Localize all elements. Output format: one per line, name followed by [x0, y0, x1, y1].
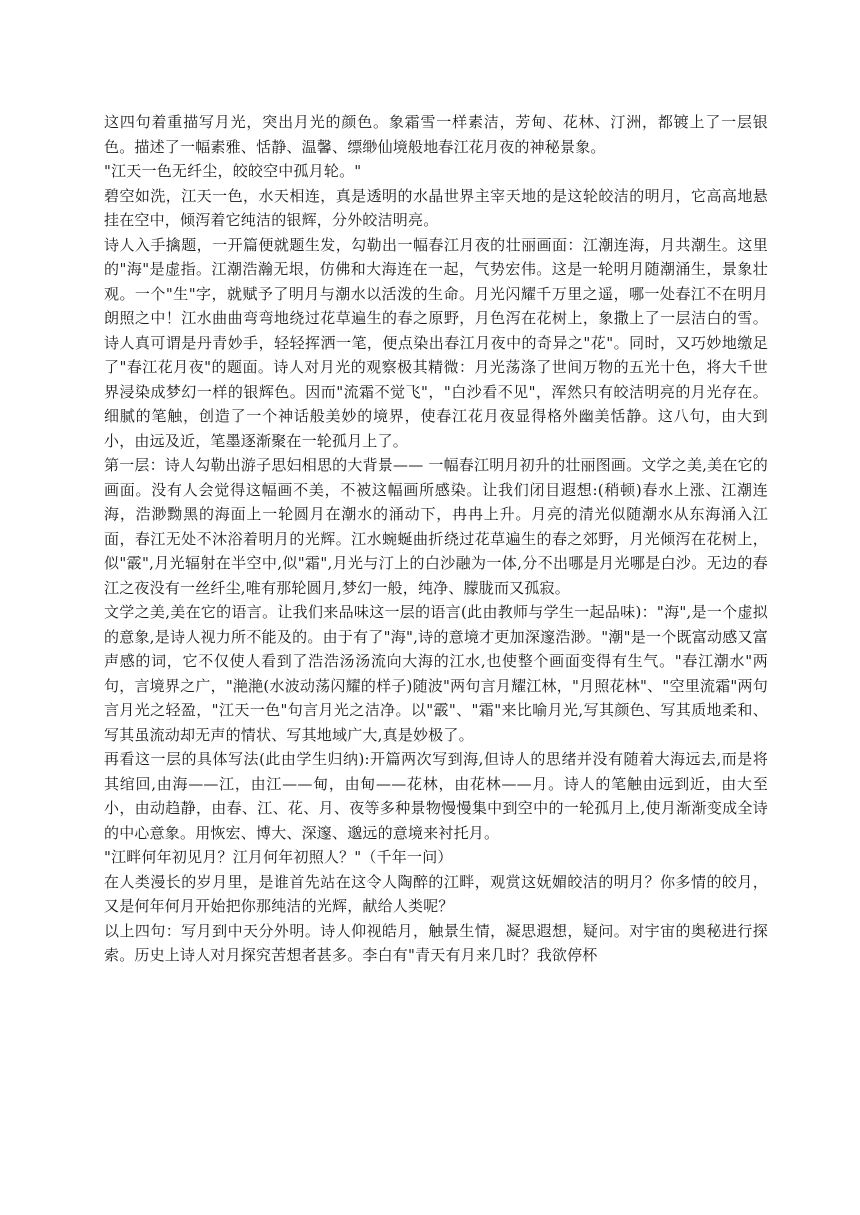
paragraph-writing-method: 再看这一层的具体写法(此由学生归纳):开篇两次写到海,但诗人的思绪并没有随着大海远去,而是将其绾回,由海——江，由江——甸，由甸——花林，由花林——月。诗人的笔触由远到近，由大至小，由动趋静，由春、江、花、月、夜等多种景物慢慢集中到空中的一轮孤月上,使月渐渐变成全诗的中心意象。用恢宏、博大、深邃、邈远的意境来衬托月。 [104, 750, 768, 842]
paragraph-first-layer: 第一层：诗人勾勒出游子思妇相思的大背景—— 一幅春江明月初升的壮丽图画。文学之美,美在它的画面。没有人会觉得这幅画不美，不被这幅画所感染。让我们闭目遐想:(稍顿)春水上涨、江潮连海，浩渺黝黑的海面上一轮圆月在潮水的涌动下，冉冉上升。月亮的清光似随潮水从东海涌入江面，春江无处不沐浴着明月的光辉。江水蜿蜒曲折绕过花草遍生的春之郊野，月光倾泻在花树上，似"霰",月光辐射在半空中,似"霜",月光与汀上的白沙融为一体,分不出哪是月光哪是白沙。无边的春江之夜没有一丝纤尘,唯有那轮圆月,梦幻一般，纯净、朦胧而又孤寂。 [104, 456, 768, 597]
paragraph-moonlight-color: 这四句着重描写月光，突出月光的颜色。象霜雪一样素洁，芳甸、花林、汀洲，都镀上了一层银色。描述了一幅素雅、恬静、温馨、缥缈仙境般地春江花月夜的神秘景象。 [104, 113, 768, 156]
paragraph-who-first: 在人类漫长的岁月里，是谁首先站在这令人陶醉的江畔，观赏这妩媚皎洁的明月？你多情的皎月，又是何年何月开始把你那纯洁的光辉，献给人类呢？ [104, 872, 768, 915]
paragraph-moon-zenith: 以上四句：写月到中天分外明。诗人仰视皓月，触景生情，凝思遐想，疑问。对宇宙的奥秘进行探索。历史上诗人对月探究苦想者甚多。李白有"青天有月来几时？我欲停杯 [104, 921, 768, 964]
quote-jiangtian-yise: "江天一色无纤尘，皎皎空中孤月轮。" [104, 162, 362, 180]
paragraph-opening-analysis: 诗人入手擒题，一开篇便就题生发，勾勒出一幅春江月夜的壮丽画面：江潮连海，月共潮生。这里的"海"是虚指。江潮浩瀚无垠，仿佛和大海连在一起，气势宏伟。这是一轮明月随潮涌生，景象壮观。一个"生"字，就赋予了明月与潮水以活泼的生命。月光闪耀千万里之遥，哪一处春江不在明月朗照之中！江水曲曲弯弯地绕过花草遍生的春之原野，月色泻在花树上，象撒上了一层洁白的雪。诗人真可谓是丹青妙手，轻轻挥洒一笔，便点染出春江月夜中的奇异之"花"。同时，又巧妙地缴足了"春江花月夜"的题面。诗人对月光的观察极其精微：月光荡涤了世间万物的五光十色，将大千世界浸染成梦幻一样的银辉色。因而"流霜不觉飞"，"白沙看不见"，浑然只有皎洁明亮的月光存在。细腻的笔触，创造了一个神话般美妙的境界，使春江花月夜显得格外幽美恬静。这八句，由大到小，由远及近，笔墨逐渐聚在一轮孤月上了。 [104, 235, 768, 450]
paragraph-language-beauty: 文学之美,美在它的语言。让我们来品味这一层的语言(此由教师与学生一起品味)："海",是一个虚拟的意象,是诗人视力所不能及的。由于有了"海",诗的意境才更加深邃浩渺。"潮"是一个既富动感又富声感的词，它不仅使人看到了浩浩汤汤流向大海的江水,也使整个画面变得有生气。"春江潮水"两句，言境界之广，"滟滟(水波动荡闪耀的样子)随波"两句言月耀江林，"月照花林"、"空里流霜"两句言月光之轻盈，"江天一色"句言月光之洁净。以"霰"、"霜"来比喻月光,写其颜色、写其质地柔和、写其虽流动却无声的情状、写其地域广大,真是妙极了。 [104, 603, 768, 744]
quote-jiangpan-question: "江畔何年初见月？江月何年初照人？"（千年一问） [104, 848, 453, 866]
document-body [104, 110, 768, 968]
paragraph-clear-sky: 碧空如洗，江天一色，水天相连，真是透明的水晶世界主宰天地的是这轮皎洁的明月，它高高地悬挂在空中，倾泻着它纯洁的银辉，分外皎洁明亮。 [104, 186, 768, 229]
